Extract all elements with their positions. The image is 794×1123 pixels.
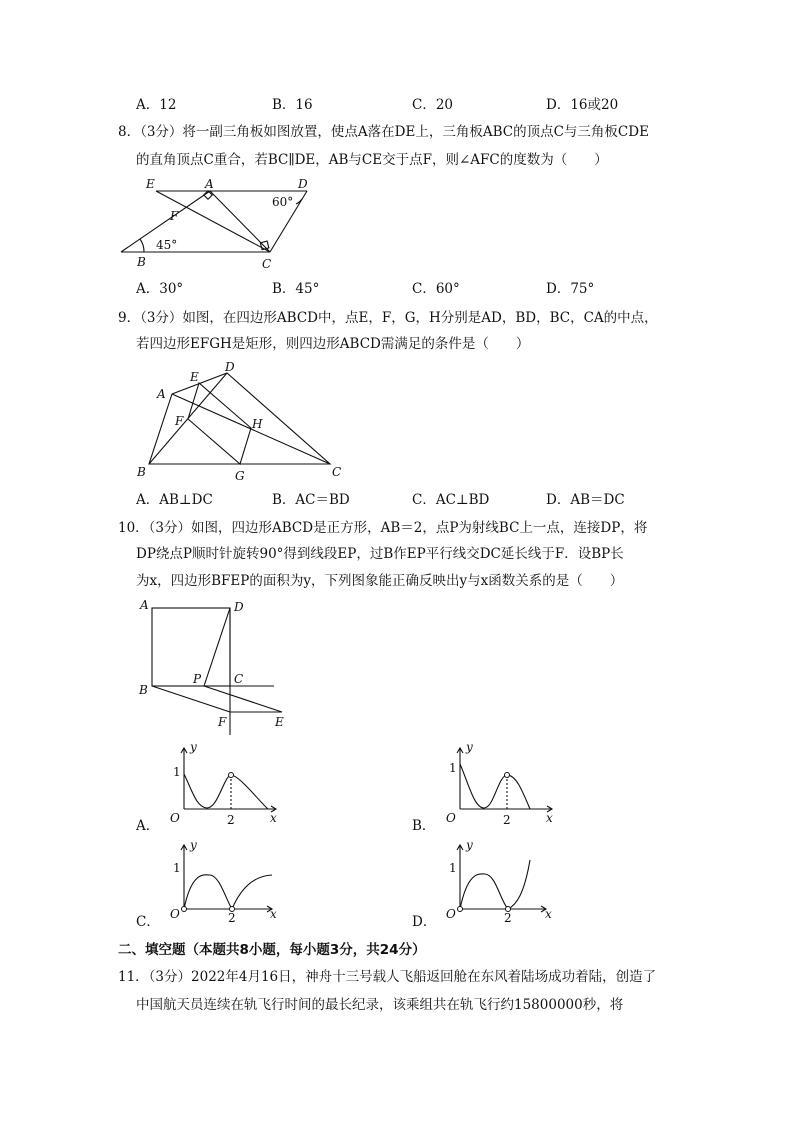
q8-label-b: B: [137, 255, 146, 269]
q9-text-line2: 若四边形EFGH是矩形，则四边形ABCD需满足的条件是（ ）: [136, 336, 530, 352]
q10-graph-d-origin: O: [446, 907, 456, 921]
q8-option-d: D．75°: [546, 281, 595, 297]
q9-option-d: D．AB＝DC: [546, 492, 625, 508]
q10-graph-a-origin: O: [170, 811, 180, 825]
q9-label-d: D: [225, 360, 235, 374]
q8-text-line1: 8．（3分）将一副三角板如图放置，使点A落在DE上，三角板ABC的顶点C与三角板CDE: [118, 124, 649, 140]
q10-graph-d-two: 2: [504, 911, 512, 925]
q10-graph-a-x: x: [270, 811, 277, 825]
q8-label-f: F: [170, 209, 179, 223]
q10-text-line1: 10．（3分）如图，四边形ABCD是正方形，AB＝2，点P为射线BC上一点，连接DP，将: [118, 520, 648, 536]
q10-label-e: E: [275, 715, 284, 729]
q9-label-c: C: [332, 465, 342, 479]
q10-label-f: F: [218, 715, 227, 729]
q10-text-line3: 为x，四边形BFEP的面积为y，下列图象能正确反映出y与x函数关系的是（ ）: [136, 573, 624, 589]
q9-text-line1: 9．（3分）如图，在四边形ABCD中，点E，F，G，H分别是AD，BD，BC，CA的中点，: [118, 310, 658, 326]
q8-label-a: A: [205, 177, 214, 191]
q10-graph-a-one: 1: [173, 765, 181, 779]
q10-label-a: A: [140, 598, 149, 612]
q10-graph-d-x: x: [545, 907, 552, 921]
q10-graph-d-one: 1: [449, 861, 457, 875]
q10-label-d: D: [234, 600, 244, 614]
q10-option-d: D．: [412, 914, 437, 930]
q7-option-a: A．12: [136, 97, 177, 113]
q8-option-a: A．30°: [136, 281, 184, 297]
q9-label-a: A: [157, 387, 166, 401]
q10-graph-b-x: x: [546, 811, 553, 825]
q10-label-c: C: [234, 672, 244, 686]
q10-graph-b-two: 2: [503, 813, 511, 827]
q9-option-c: C．AC⊥BD: [412, 492, 490, 508]
q9-label-f: F: [175, 414, 184, 428]
q10-graph-b-y: y: [466, 740, 473, 754]
section-2-title: 二、填空题（本题共8小题，每小题3分，共24分）: [118, 942, 426, 958]
q9-label-b: B: [137, 465, 146, 479]
q10-graph-a-two: 2: [227, 813, 235, 827]
q9-label-g: G: [235, 469, 245, 483]
q8-label-d: D: [298, 177, 308, 191]
q10-option-b: B．: [412, 818, 436, 834]
q8-angle-60: 60°: [272, 195, 294, 209]
q7-option-b: B．16: [272, 97, 313, 113]
q10-graph-b-one: 1: [449, 761, 457, 775]
q7-option-d: D．16或20: [546, 97, 619, 113]
q10-graph-a-y: y: [190, 740, 197, 754]
q8-text-line2: 的直角顶点C重合，若BC∥DE，AB与CE交于点F，则∠AFC的度数为（ ）: [136, 152, 608, 168]
q10-graph-c-origin: O: [170, 907, 180, 921]
q10-graph-c-y: y: [190, 838, 197, 852]
q10-graph-c-two: 2: [228, 911, 236, 925]
q10-graph-d-y: y: [466, 838, 473, 852]
q10-label-b: B: [139, 683, 148, 697]
q8-label-e: E: [146, 177, 155, 191]
q11-text-line1: 11．（3分）2022年4月16日，神舟十三号载人飞船返回舱在东风着陆场成功着陆，创造了: [118, 969, 657, 985]
q10-graph-c-one: 1: [173, 861, 181, 875]
q8-angle-45: 45°: [156, 238, 178, 252]
q9-option-b: B．AC＝BD: [272, 492, 350, 508]
q9-label-e: E: [190, 370, 199, 384]
q8-label-c: C: [262, 257, 272, 271]
q7-option-c: C．20: [412, 97, 454, 113]
q9-label-h: H: [252, 417, 263, 431]
q11-text-line2: 中国航天员连续在轨飞行时间的最长纪录，该乘组共在轨飞行约15800000秒，将: [136, 997, 624, 1013]
q8-option-c: C．60°: [412, 281, 460, 297]
q10-option-c: C．: [136, 914, 160, 930]
q10-text-line2: DP绕点P顺时针旋转90°得到线段EP，过B作EP平行线交DC延长线于F．设BP长: [136, 546, 624, 562]
q10-graph-c-x: x: [270, 907, 277, 921]
q10-graph-b-origin: O: [446, 811, 456, 825]
q10-label-p: P: [193, 672, 202, 686]
q8-option-b: B．45°: [272, 281, 320, 297]
q10-option-a: A．: [136, 818, 160, 834]
q9-option-a: A．AB⊥DC: [136, 492, 213, 508]
